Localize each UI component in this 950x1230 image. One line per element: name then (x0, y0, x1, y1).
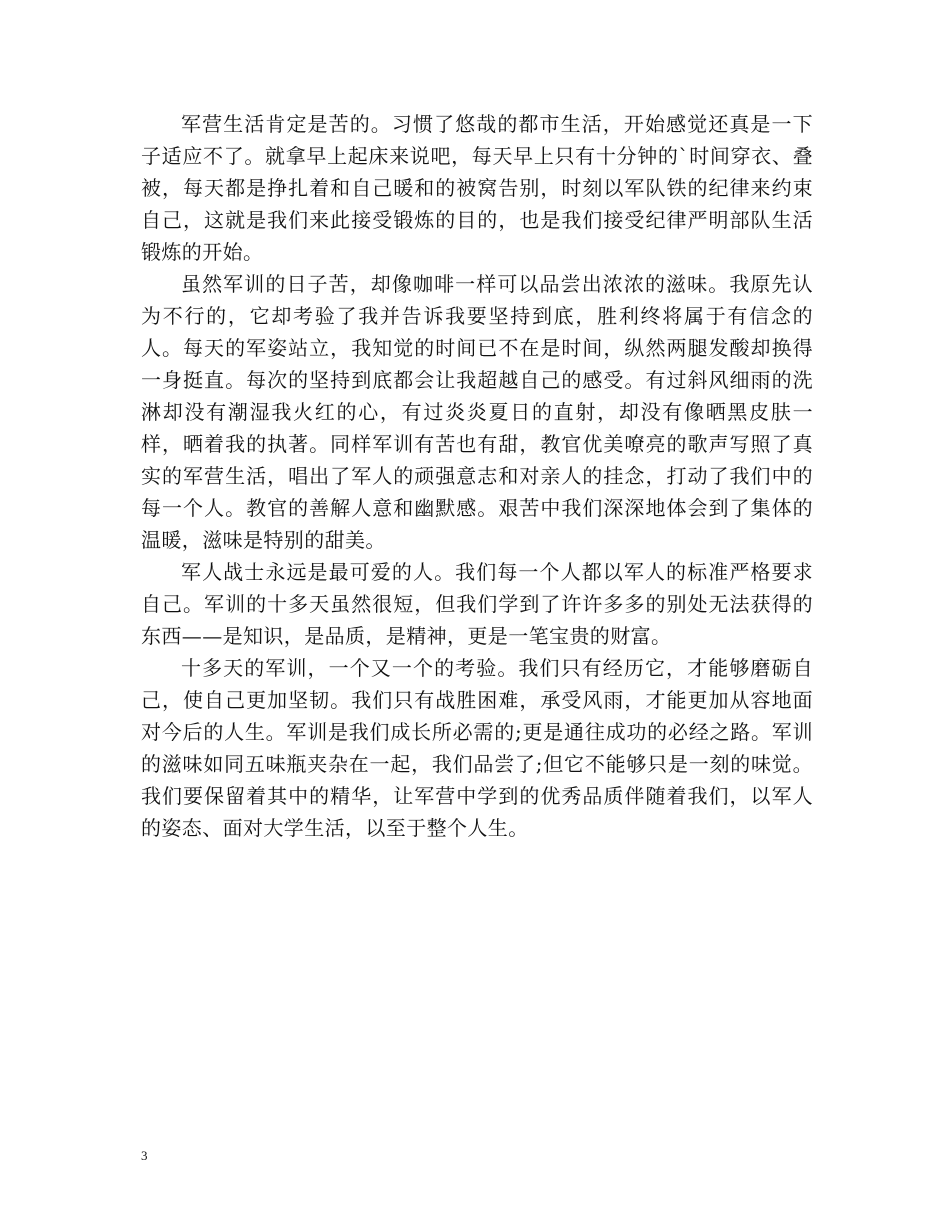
document-body (141, 108, 813, 844)
paragraph-3: 军人战士永远是最可爱的人。我们每一个人都以军人的标准严格要求自己。军训的十多天虽然很短，但我们学到了许许多多的别处无法获得的东西——是知识，是品质，是精神，更是一笔宝贵的财富。 (141, 560, 813, 648)
paragraph-1: 军营生活肯定是苦的。习惯了悠哉的都市生活，开始感觉还真是一下子适应不了。就拿早上起床来说吧，每天早上只有十分钟的`时间穿衣、叠被，每天都是挣扎着和自己暖和的被窝告别，时刻以军队铁的纪律来约束自己，这就是我们来此接受锻炼的目的，也是我们接受纪律严明部队生活锻炼的开始。 (141, 112, 813, 264)
paragraph-4: 十多天的军训，一个又一个的考验。我们只有经历它，才能够磨砺自己，使自己更加坚韧。我们只有战胜困难，承受风雨，才能更加从容地面对今后的人生。军训是我们成长所必需的;更是通往成功的必经之路。军训的滋味如同五味瓶夹杂在一起，我们品尝了;但它不能够只是一刻的味觉。我们要保留着其中的精华，让军营中学到的优秀品质伴随着我们，以军人的姿态、面对大学生活，以至于整个人生。 (141, 656, 813, 840)
paragraph-2: 虽然军训的日子苦，却像咖啡一样可以品尝出浓浓的滋味。我原先认为不行的，它却考验了我并告诉我要坚持到底，胜利终将属于有信念的人。每天的军姿站立，我知觉的时间已不在是时间，纵然两腿发酸却换得一身挺直。每次的坚持到底都会让我超越自己的感受。有过斜风细雨的洗淋却没有潮湿我火红的心，有过炎炎夏日的直射，却没有像晒黑皮肤一样，晒着我的执著。同样军训有苦也有甜，教官优美嘹亮的歌声写照了真实的军营生活，唱出了军人的顽强意志和对亲人的挂念，打动了我们中的每一个人。教官的善解人意和幽默感。艰苦中我们深深地体会到了集体的温暖，滋味是特别的甜美。 (141, 272, 813, 552)
page-number: 3 (141, 1148, 148, 1163)
